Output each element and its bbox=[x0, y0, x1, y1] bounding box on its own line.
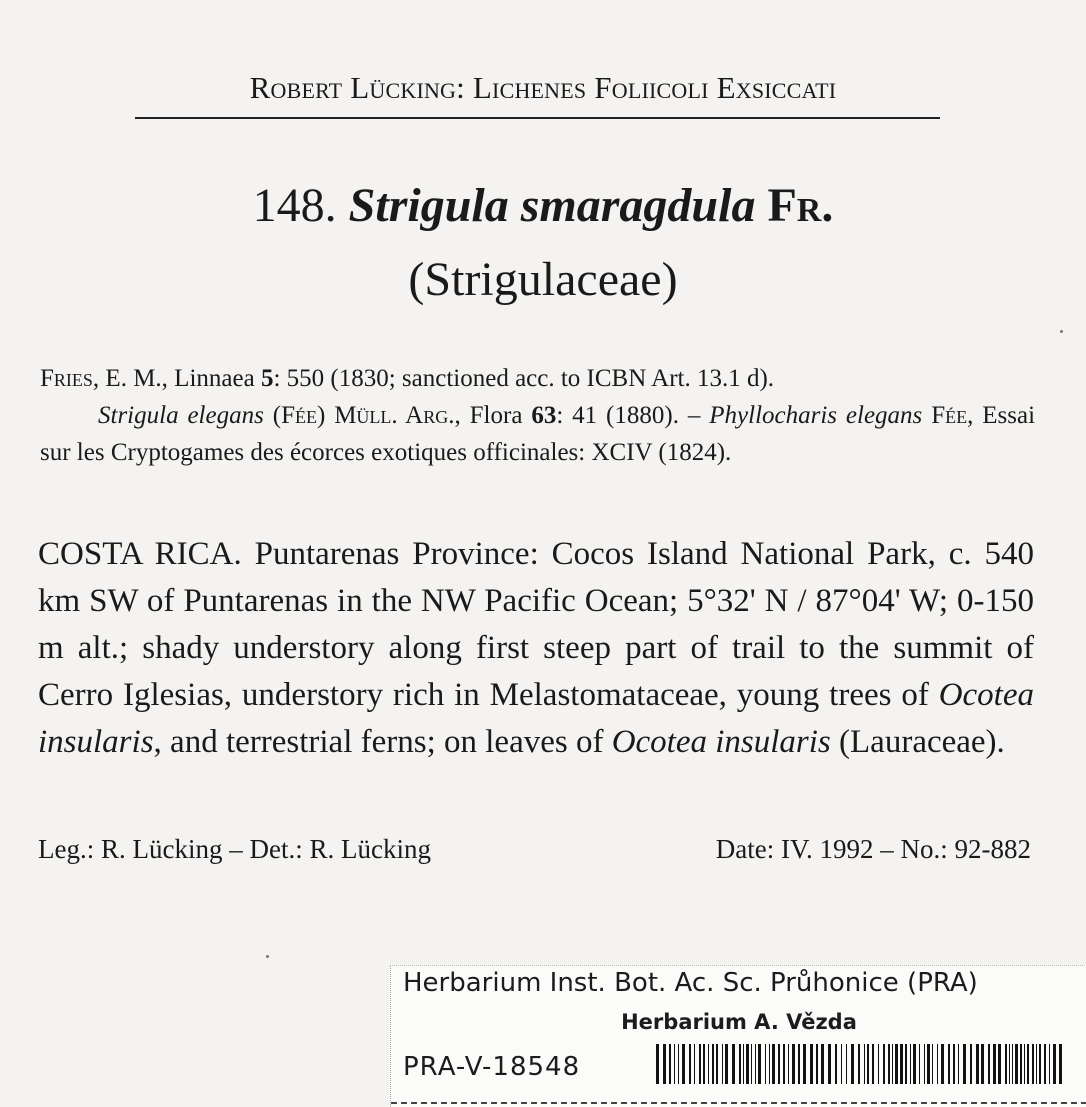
barcode-bar bbox=[803, 1044, 806, 1084]
barcode-bar bbox=[828, 1044, 831, 1084]
barcode-bar bbox=[913, 1044, 916, 1084]
barcode-bar bbox=[988, 1044, 990, 1084]
barcode-bar bbox=[1027, 1044, 1029, 1084]
barcode-bar bbox=[689, 1044, 691, 1084]
barcode-bar bbox=[703, 1044, 705, 1084]
barcode-bar bbox=[927, 1044, 930, 1084]
barcode-bar bbox=[746, 1044, 749, 1084]
barcode-bar bbox=[895, 1044, 898, 1084]
barcode-bar bbox=[924, 1044, 925, 1084]
barcode-bar bbox=[892, 1044, 893, 1084]
barcode-bar bbox=[948, 1044, 950, 1084]
barcode-bar bbox=[810, 1044, 813, 1084]
host-species-1: Ocotea insularis bbox=[38, 677, 1034, 760]
syn1-volume: 63 bbox=[531, 402, 557, 429]
barcode-bar bbox=[674, 1044, 675, 1084]
barcode-bar bbox=[1053, 1044, 1056, 1084]
barcode-bar bbox=[932, 1044, 933, 1084]
barcode-bar bbox=[953, 1044, 955, 1084]
barcode-bar bbox=[1024, 1044, 1025, 1084]
barcode-bar bbox=[993, 1044, 996, 1084]
barcode bbox=[656, 1044, 1066, 1084]
barcode-bar bbox=[963, 1044, 966, 1084]
barcode-bar bbox=[851, 1044, 854, 1084]
barcode-bar bbox=[867, 1044, 869, 1084]
locality-text-2: , and terrestrial ferns; on leaves of bbox=[153, 724, 612, 760]
institution-name: Herbarium Inst. Bot. Ac. Sc. Průhonice (PRA) bbox=[403, 968, 978, 998]
date-label: Date bbox=[715, 834, 767, 864]
species-authority: Fr. bbox=[767, 179, 834, 232]
barcode-bar bbox=[981, 1044, 984, 1084]
date-value: : IV. 1992 – bbox=[766, 834, 901, 864]
paper-speck bbox=[1060, 330, 1063, 333]
barcode-bar bbox=[739, 1044, 741, 1084]
barcode-bar bbox=[708, 1044, 709, 1084]
species-title bbox=[0, 178, 1086, 233]
series-author: Robert Lücking bbox=[249, 70, 457, 105]
series-separator: : bbox=[456, 70, 473, 105]
barcode-bar bbox=[778, 1044, 780, 1084]
barcode-bar bbox=[732, 1044, 735, 1084]
barcode-bar bbox=[816, 1044, 818, 1084]
ref-journal: , E. M., Linnaea bbox=[92, 365, 261, 392]
specimen-id: PRA-V-18548 bbox=[403, 1052, 581, 1082]
family-name: (Strigulaceae) bbox=[408, 253, 678, 306]
barcode-bar bbox=[1005, 1044, 1007, 1084]
barcode-bar bbox=[872, 1044, 874, 1084]
barcode-bar bbox=[976, 1044, 979, 1084]
barcode-bar bbox=[910, 1044, 911, 1084]
barcode-bar bbox=[937, 1044, 938, 1084]
barcode-bar bbox=[751, 1044, 752, 1084]
barcode-bar bbox=[699, 1044, 701, 1084]
barcode-bar bbox=[798, 1044, 800, 1084]
barcode-bar bbox=[765, 1044, 766, 1084]
cut-line bbox=[391, 1102, 1086, 1104]
det-value: : R. Lücking bbox=[295, 834, 431, 864]
syn2-space bbox=[922, 402, 931, 429]
barcode-bar bbox=[841, 1044, 842, 1084]
barcode-bar bbox=[864, 1044, 865, 1084]
barcode-bar bbox=[656, 1044, 659, 1084]
barcode-bar bbox=[725, 1044, 728, 1084]
syn2-citation: , Essai sur les Cryptogames des écorces exotiques officinales: XCIV (1824). bbox=[40, 402, 1036, 466]
barcode-bar bbox=[1032, 1044, 1034, 1084]
locality-text-3: (Lauraceae). bbox=[830, 724, 1005, 760]
barcode-bar bbox=[998, 1044, 1001, 1084]
locality-description bbox=[38, 531, 1034, 766]
barcode-bar bbox=[758, 1044, 761, 1084]
barcode-bar bbox=[1015, 1044, 1018, 1084]
number-value: : 92-882 bbox=[940, 834, 1031, 864]
locality-text-1: COSTA RICA. Puntarenas Province: Cocos Island National Park, c. 540 km SW of Puntarenas in the NW Pacific Ocean; 5°32' N / 87°04' W; 0-150 m alt.; shady understory along first steep part of trail to the summit of Cerro Iglesias, understory rich in Melastomataceae, young trees of bbox=[38, 536, 1034, 713]
barcode-bar bbox=[846, 1044, 847, 1084]
barcode-bar bbox=[900, 1044, 903, 1084]
barcode-bar bbox=[755, 1044, 756, 1084]
barcode-bar bbox=[958, 1044, 959, 1084]
barcode-bar bbox=[1036, 1044, 1037, 1084]
barcode-bar bbox=[743, 1044, 744, 1084]
series-heading bbox=[0, 70, 1086, 106]
barcode-bar bbox=[682, 1044, 685, 1084]
barcode-bar bbox=[1012, 1044, 1013, 1084]
barcode-bar bbox=[1059, 1044, 1062, 1084]
barcode-bar bbox=[663, 1044, 666, 1084]
barcode-bar bbox=[878, 1044, 879, 1084]
syn1-paren-open: ( bbox=[263, 402, 282, 429]
barcode-bar bbox=[1039, 1044, 1041, 1084]
specimen-number: 148. bbox=[252, 179, 337, 232]
date-number bbox=[716, 834, 1031, 865]
leg-label: Leg. bbox=[38, 834, 87, 864]
barcode-bar bbox=[792, 1044, 795, 1084]
ref-volume: 5 bbox=[260, 365, 274, 392]
barcode-bar bbox=[678, 1044, 679, 1084]
det-label: Det. bbox=[249, 834, 296, 864]
barcode-bar bbox=[835, 1044, 837, 1084]
barcode-bar bbox=[1049, 1044, 1050, 1084]
host-species-2: Ocotea insularis bbox=[611, 724, 831, 760]
herbarium-name: Herbarium A. Vězda bbox=[621, 1010, 857, 1034]
syn1-journal: , Flora bbox=[454, 402, 532, 429]
series-title: Lichenes Foliicoli Exsiccati bbox=[472, 70, 837, 105]
barcode-bar bbox=[669, 1044, 671, 1084]
syn1-paren-close: ) bbox=[316, 402, 335, 429]
barcode-bar bbox=[905, 1044, 907, 1084]
ref-citation: : 550 (1830; sanctioned acc. to ICBN Art. 13.1 d). bbox=[273, 365, 775, 392]
barcode-bar bbox=[783, 1044, 785, 1084]
barcode-bar bbox=[722, 1044, 723, 1084]
syn1-author: Müll. Arg. bbox=[334, 402, 455, 429]
collector-determiner bbox=[38, 834, 431, 865]
barcode-bar bbox=[888, 1044, 890, 1084]
barcode-bar bbox=[821, 1044, 824, 1084]
barcode-bar bbox=[772, 1044, 775, 1084]
barcode-bar bbox=[716, 1044, 718, 1084]
synonym-1-name: Strigula elegans bbox=[98, 402, 264, 429]
synonym-2-name: Phyllocharis elegans bbox=[709, 402, 923, 429]
barcode-bar bbox=[883, 1044, 885, 1084]
syn2-author: Fée bbox=[931, 402, 968, 429]
number-label: No. bbox=[900, 834, 941, 864]
barcode-bar bbox=[694, 1044, 695, 1084]
reference-basionym bbox=[40, 360, 1035, 397]
ref-author: Fries bbox=[40, 365, 93, 392]
barcode-bar bbox=[788, 1044, 789, 1084]
reference-synonyms bbox=[40, 397, 1035, 471]
paper-speck bbox=[266, 955, 269, 958]
barcode-bar bbox=[769, 1044, 770, 1084]
series-underline bbox=[135, 117, 940, 119]
herbarium-stamp bbox=[390, 965, 1086, 1107]
barcode-bar bbox=[858, 1044, 860, 1084]
barcode-bar bbox=[712, 1044, 714, 1084]
syn1-author-basionym: Fée bbox=[281, 402, 317, 429]
barcode-bar bbox=[1020, 1044, 1022, 1084]
barcode-bar bbox=[1009, 1044, 1010, 1084]
barcode-bar bbox=[941, 1044, 944, 1084]
barcode-bar bbox=[1044, 1044, 1046, 1084]
syn1-citation: : 41 (1880). – bbox=[556, 402, 710, 429]
barcode-bar bbox=[919, 1044, 920, 1084]
barcode-bar bbox=[970, 1044, 972, 1084]
species-name: Strigula smaragdula bbox=[348, 179, 756, 232]
leg-value: : R. Lücking – bbox=[86, 834, 250, 864]
